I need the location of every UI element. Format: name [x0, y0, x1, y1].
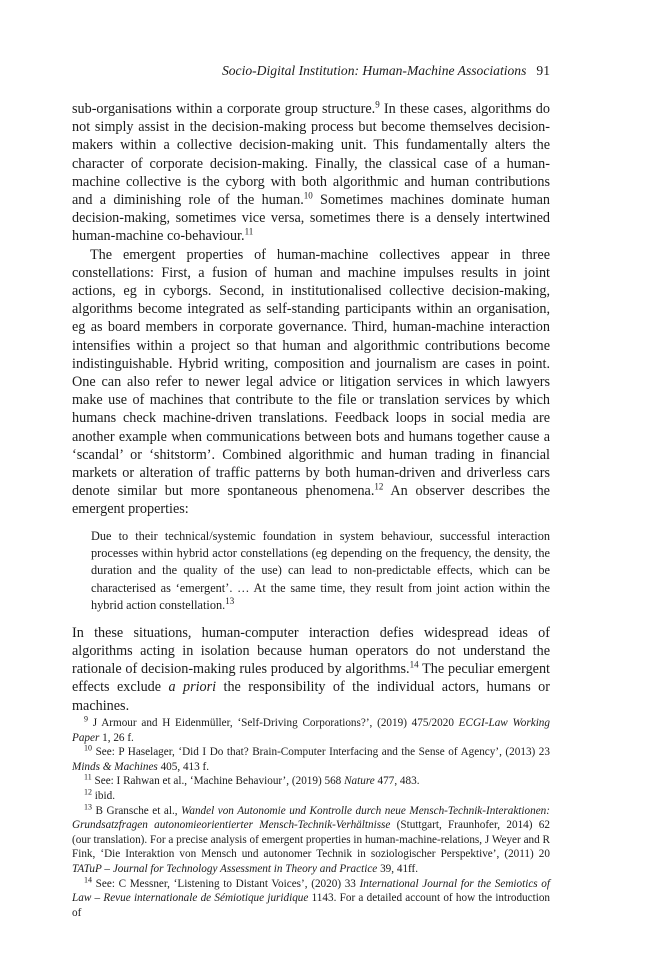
footnote-number: 9	[84, 714, 88, 724]
footnote-text: 39, 41ff.	[377, 862, 419, 875]
text-run: Sometimes machines dominate human decision-making, sometimes vice versa, sometimes there is a densely intertwined human-machine co-behaviour.	[72, 192, 550, 245]
text-run: An observer describes the emergent properties:	[72, 483, 550, 518]
footnote-italic: Wandel von Autonomie und Kontrolle durch neue Mensch-Technik-Interaktionen: Grundsatzfragen autonomieorientierter Mensch-Technik-Verhältnisse	[72, 804, 550, 832]
footnote	[72, 789, 550, 804]
footnote-number: 11	[84, 772, 92, 782]
text-run: the responsibility of the individual actors, humans or machines.	[72, 679, 550, 714]
footnote-italic: International Journal for the Semiotics of Law – Revue internationale de Sémiotique juridique	[72, 877, 551, 905]
footnote-ref-12[interactable]: 12	[374, 481, 384, 492]
paragraph-1	[72, 100, 550, 246]
footnote-text: 477, 483.	[374, 775, 420, 788]
footnote-number: 12	[84, 787, 92, 797]
footnote-ref-11[interactable]: 11	[244, 226, 254, 237]
footnote-number: 10	[84, 743, 92, 753]
quote-text: Due to their technical/systemic foundation in system behaviour, successful interaction processes within hybrid actor constellations (eg depending on the frequency, the density, the duration and the quality of the use) can lead to non-predictable effects, which can be characterised as ‘emergent’. … At the same time, they result from joint action within the hybrid action constellation.	[91, 528, 550, 613]
footnote	[72, 745, 550, 774]
footnote-text: (Stuttgart, Fraunhofer, 2014) 62 (our translation). For a precise analysis of emergent properties in human-machine-relations, J Weyer and R Fink, ‘Die Interaktion von Mensch und autonomer Technik in soziologischer Perspektive’, (2011) 20	[72, 819, 550, 861]
paragraph-3	[72, 624, 550, 715]
text-run: The emergent properties of human-machine collectives appear in three constellations: First, a fusion of human and machine impulses results in joint actions, eg in cyborgs. Second, in institutionalised collective decision-making, algorithms become integrated as self-standing participants within an organisation, eg as board members in corporate governance. Third, human-machine interaction intensifies within a project so that human and algorithmic contributions become indistinguishable. Hybrid writing, composition and journalism are cases in point. One can also refer to newer legal advice or litigation services in which lawyers make use of machines that contribute to the file or translation services by which humans check machine-driven translations. Feedback loops in social media are another example when communications between bots and humans together cause a ‘scandal’ or ‘shitstorm’. Combined algorithmic and human trading in financial markets or alteration of traffic patterns by both human-driven and driverless cars denote similar but more spontaneous phenomena.	[72, 246, 550, 500]
footnote-ref-9[interactable]: 9	[375, 99, 380, 110]
page-number: 91	[536, 63, 550, 78]
emphasis-a-priori: a priori	[168, 679, 217, 696]
main-text	[72, 100, 550, 715]
footnotes	[72, 716, 550, 920]
footnote-text: B Gransche et al.,	[95, 804, 182, 817]
text-run: The peculiar emergent effects exclude	[72, 661, 551, 696]
footnote	[72, 874, 551, 921]
text-run: In these situations, human-computer interaction defies widespread ideas of algorithms acting in isolation because human operators do not understand the rationale of decision-making rules produced by algorithms.	[72, 624, 550, 678]
footnote-ref-10[interactable]: 10	[303, 190, 313, 201]
footnote-text: 405, 413 f.	[157, 760, 210, 773]
footnote-text: ibid.	[94, 789, 115, 802]
footnote-ref-13[interactable]: 13	[225, 596, 235, 607]
footnote-italic: ECGI-Law Working Paper	[72, 717, 550, 744]
footnote-text: J Armour and H Eidenmüller, ‘Self-Driving Corporations?’, (2019) 475/2020	[92, 717, 459, 729]
text-run: In these cases, algorithms do not simply assist in the decision-making process but become themselves decision-makers within a collective decision-making unit. This fundamentally alters the character of corporate decision-making. Finally, the classical case of a human-machine collective is the cyborg with both algorithmic and human contributions and a diminishing role of the human.	[72, 101, 550, 209]
footnote	[72, 716, 550, 745]
footnote	[72, 801, 550, 877]
footnote-italic: Minds & Machines	[72, 760, 158, 773]
footnote-text: 1, 26 f.	[99, 731, 134, 744]
running-header	[72, 62, 550, 80]
footnote	[72, 774, 550, 789]
paragraph-2	[72, 246, 550, 519]
footnote-italic: Nature	[344, 775, 375, 788]
text-run: sub-organisations within a corporate group structure.	[72, 101, 376, 117]
footnote-number: 13	[84, 801, 92, 811]
footnote-text: 1143. For a detailed account of how the introduction of	[72, 892, 551, 919]
footnote-text: See: C Messner, ‘Listening to Distant Voices’, (2020) 33	[95, 877, 360, 890]
footnote-text: See: I Rahwan et al., ‘Machine Behaviour’, (2019) 568	[94, 775, 345, 788]
footnote-ref-14[interactable]: 14	[409, 659, 419, 670]
running-title: Socio-Digital Institution: Human-Machine Associations	[221, 63, 527, 78]
footnote-number: 14	[84, 874, 92, 884]
footnote-italic: TATuP – Journal for Technology Assessment in Theory and Practice	[72, 862, 378, 875]
footnote-text: See: P Haselager, ‘Did I Do that? Brain-Computer Interfacing and the Sense of Agency’, (2013) 23	[95, 746, 550, 759]
block-quote	[91, 528, 550, 615]
